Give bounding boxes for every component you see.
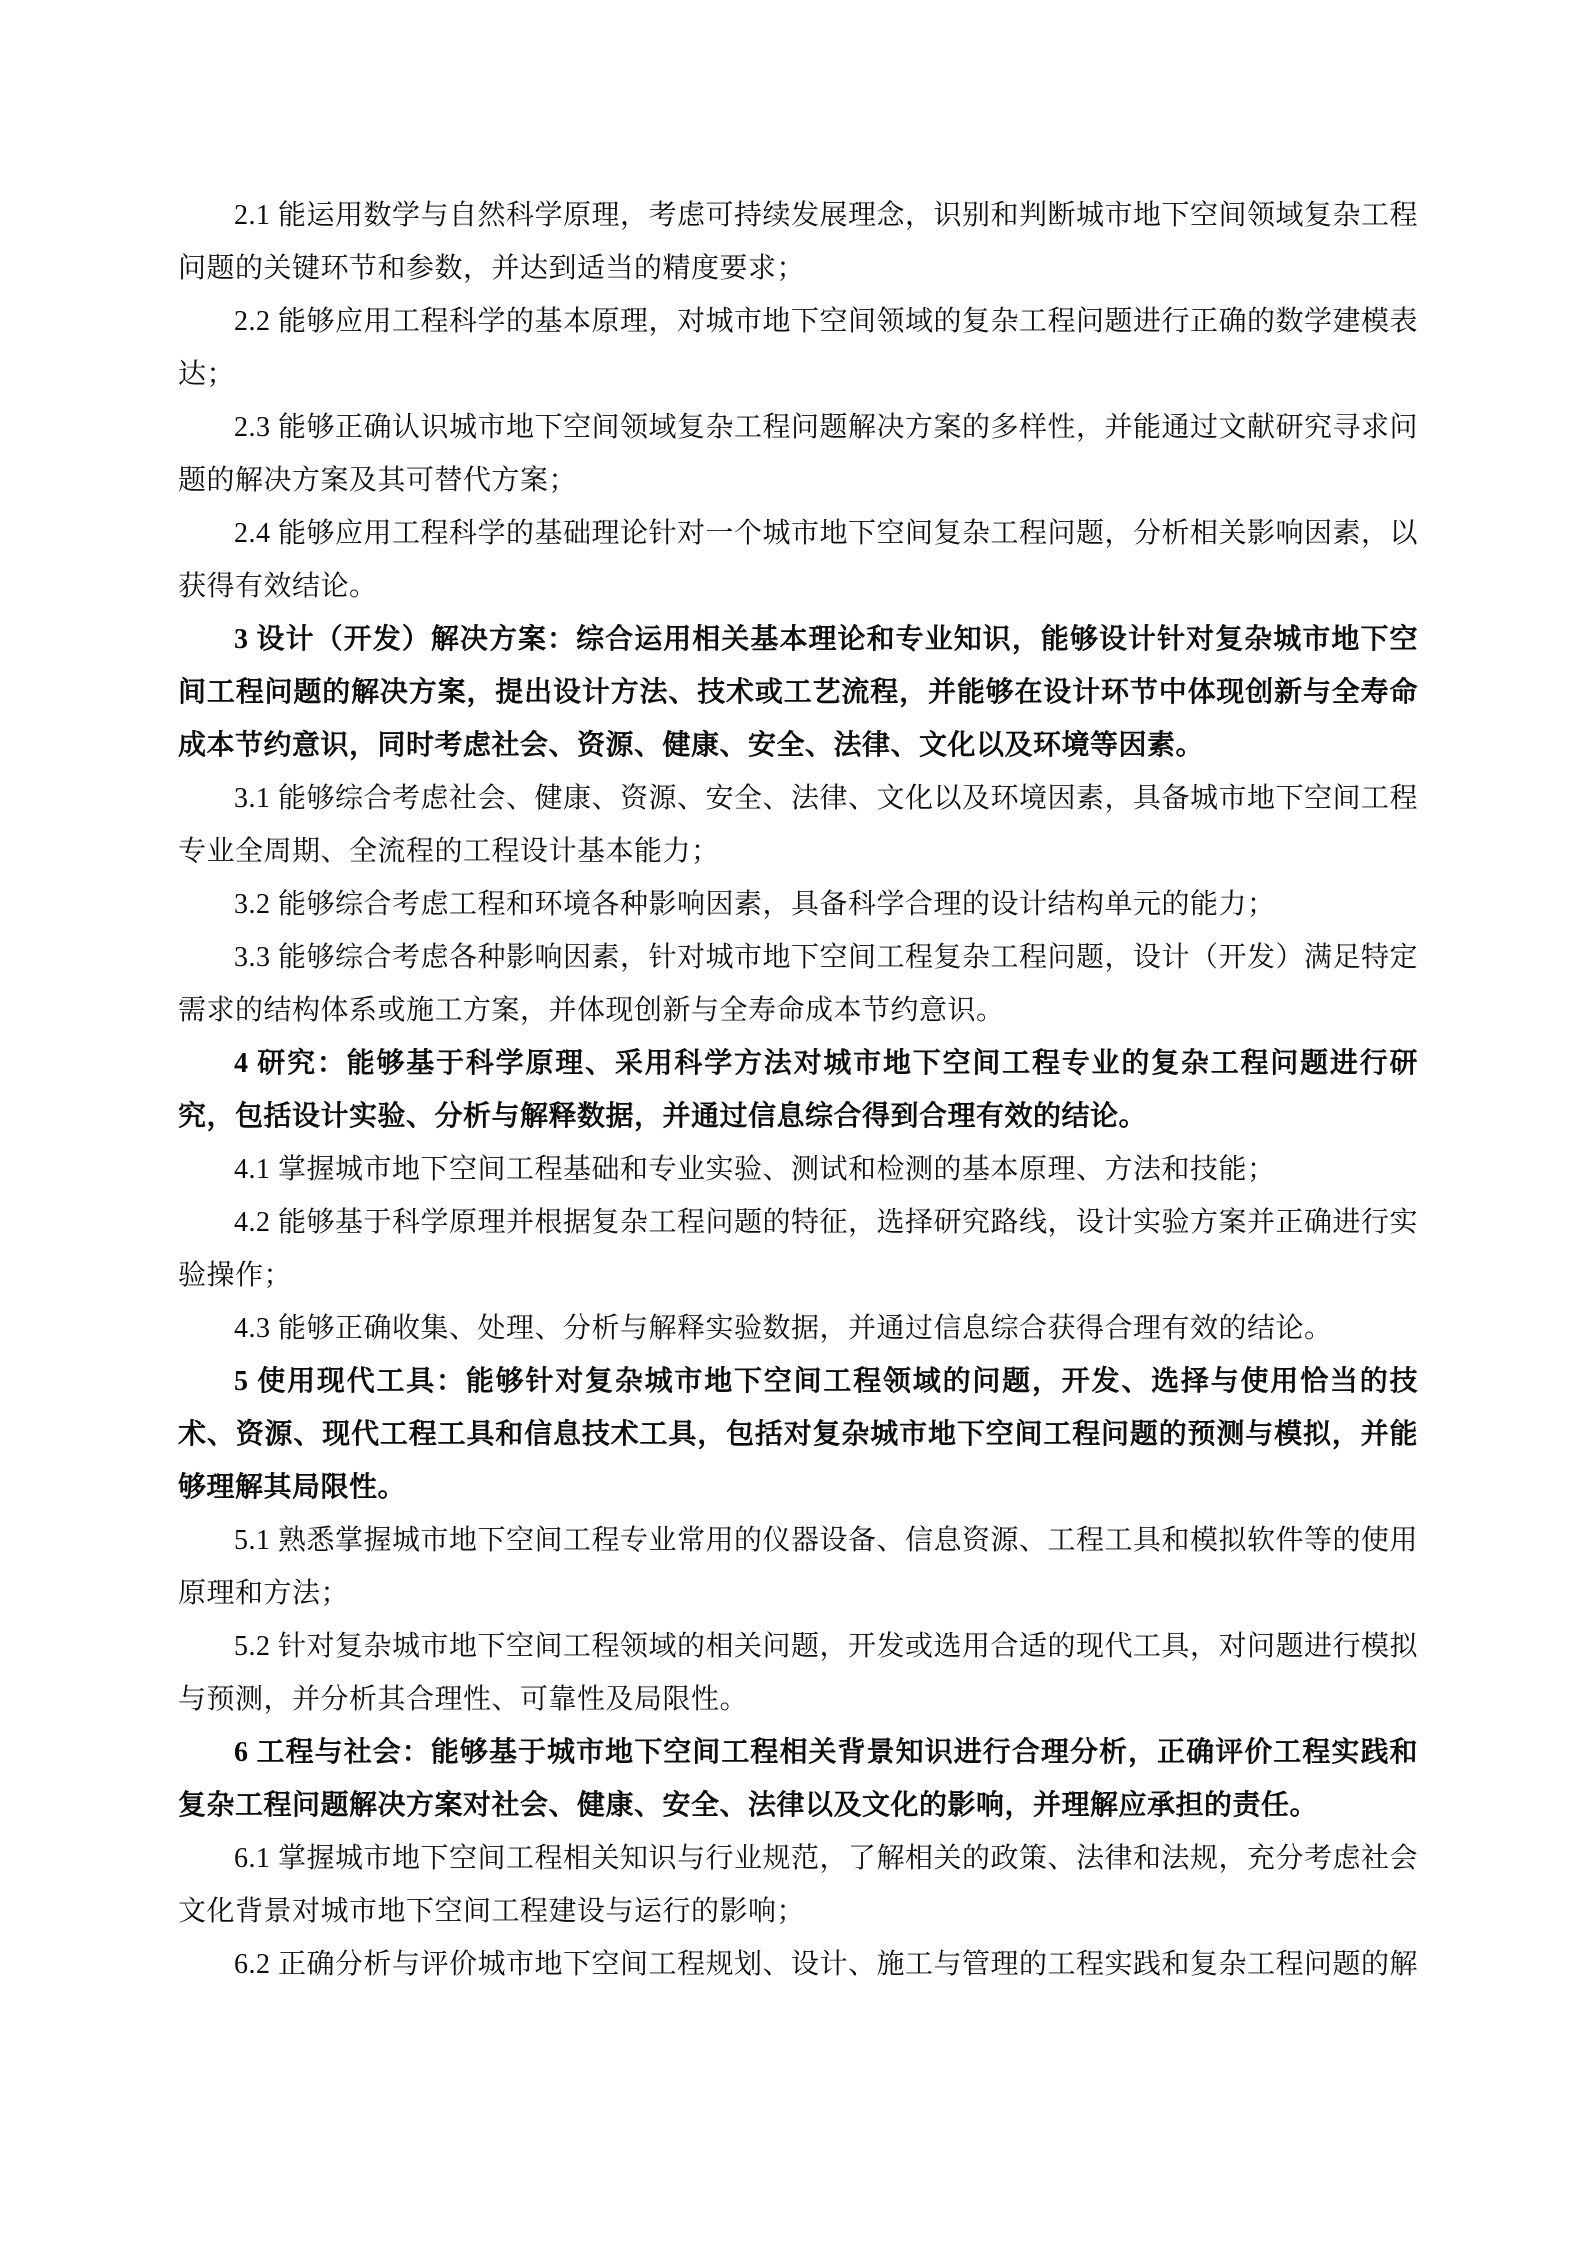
para-6-1: 6.1 掌握城市地下空间工程相关知识与行业规范，了解相关的政策、法律和法规，充分考虑社会文化背景对城市地下空间工程建设与运行的影响； (178, 1843, 1419, 1927)
para-4-1: 4.1 掌握城市地下空间工程基础和专业实验、测试和检测的基本原理、方法和技能； (234, 1154, 1276, 1185)
heading-6-engineering-society: 6 工程与社会：能够基于城市地下空间工程相关背景知识进行合理分析，正确评价工程实践和复杂工程问题解决方案对社会、健康、安全、法律以及文化的影响，并理解应承担的责任。 (178, 1737, 1418, 1821)
heading-4-research: 4 研究：能够基于科学原理、采用科学方法对城市地下空间工程专业的复杂工程问题进行研究，包括设计实验、分析与解释数据，并通过信息综合得到合理有效的结论。 (178, 1048, 1418, 1132)
para-3-3: 3.3 能够综合考虑各种影响因素，针对城市地下空间工程复杂工程问题，设计（开发）满足特定需求的结构体系或施工方案，并体现创新与全寿命成本节约意识。 (178, 942, 1419, 1026)
para-4-3: 4.3 能够正确收集、处理、分析与解释实验数据，并通过信息综合获得合理有效的结论。 (234, 1313, 1333, 1344)
para-5-2: 5.2 针对复杂城市地下空间工程领域的相关问题，开发或选用合适的现代工具，对问题进行模拟与预测，并分析其合理性、可靠性及局限性。 (178, 1631, 1419, 1715)
para-6-2: 6.2 正确分析与评价城市地下空间工程规划、设计、施工与管理的工程实践和复杂工程问题的解 (234, 1949, 1419, 1980)
heading-5-modern-tools: 5 使用现代工具：能够针对复杂城市地下空间工程领域的问题，开发、选择与使用恰当的技术、资源、现代工程工具和信息技术工具，包括对复杂城市地下空间工程问题的预测与模拟，并能够理解其局限性。 (178, 1366, 1418, 1503)
para-2-3: 2.3 能够正确认识城市地下空间领域复杂工程问题解决方案的多样性，并能通过文献研究寻求问题的解决方案及其可替代方案； (178, 412, 1419, 496)
para-5-1: 5.1 熟悉掌握城市地下空间工程专业常用的仪器设备、信息资源、工程工具和模拟软件等的使用原理和方法； (178, 1525, 1419, 1609)
para-2-1: 2.1 能运用数学与自然科学原理，考虑可持续发展理念，识别和判断城市地下空间领域复杂工程问题的关键环节和参数，并达到适当的精度要求； (178, 200, 1419, 284)
para-2-4: 2.4 能够应用工程科学的基础理论针对一个城市地下空间复杂工程问题，分析相关影响因素，以获得有效结论。 (178, 518, 1419, 602)
heading-3-design-solutions: 3 设计（开发）解决方案：综合运用相关基本理论和专业知识，能够设计针对复杂城市地下空间工程问题的解决方案，提出设计方法、技术或工艺流程，并能够在设计环节中体现创新与全寿命成本节约意识，同时考虑社会、资源、健康、安全、法律、文化以及环境等因素。 (178, 624, 1418, 761)
para-3-2: 3.2 能够综合考虑工程和环境各种影响因素，具备科学合理的设计结构单元的能力； (234, 889, 1276, 920)
document-text-block (178, 189, 1418, 1991)
para-3-1: 3.1 能够综合考虑社会、健康、资源、安全、法律、文化以及环境因素，具备城市地下空间工程专业全周期、全流程的工程设计基本能力； (178, 783, 1419, 867)
para-2-2: 2.2 能够应用工程科学的基本原理，对城市地下空间领域的复杂工程问题进行正确的数学建模表达； (178, 306, 1419, 390)
para-4-2: 4.2 能够基于科学原理并根据复杂工程问题的特征，选择研究路线，设计实验方案并正确进行实验操作； (178, 1207, 1419, 1291)
